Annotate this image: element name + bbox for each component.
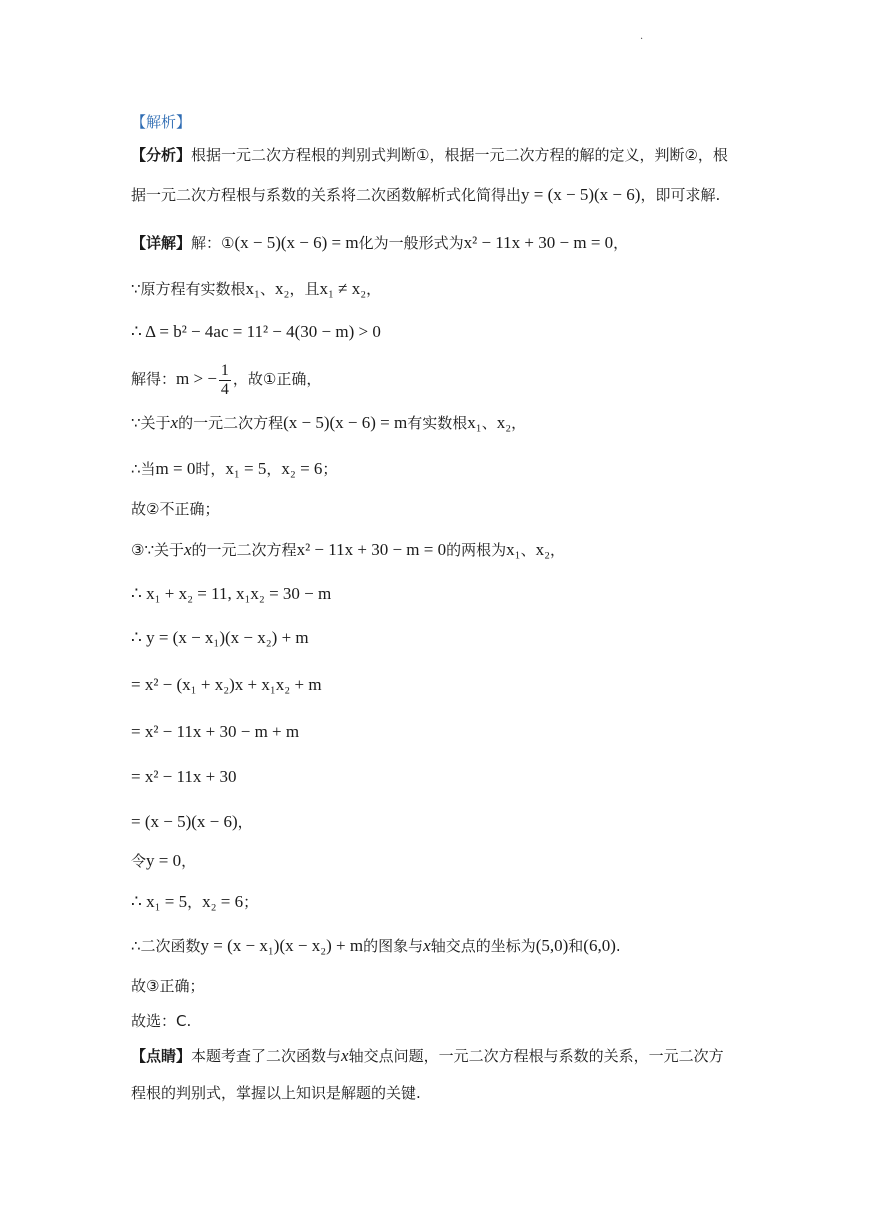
function-expression-2: y = (x − x₁)(x − x₂) + m	[200, 936, 364, 955]
detail-line-19: 故选：C.	[131, 1012, 192, 1030]
detail-l6-mid: 时，	[195, 460, 226, 478]
detail-line-12	[131, 722, 299, 742]
detail-l8-end: ，	[550, 541, 566, 559]
detail-l16-end: ；	[243, 893, 259, 911]
detail-line-18: 故③正确；	[131, 977, 205, 995]
expansion-step-1: = x² − (x₁ + x₂)x + x₁x₂ + m	[131, 675, 322, 694]
detail-l17-and: 和	[568, 937, 584, 955]
detail-line-4	[131, 362, 321, 398]
detail-l8-prefix: ③∵关于	[131, 541, 184, 559]
detail-l14-end: ，	[237, 813, 253, 831]
y-equals-zero: y = 0	[146, 851, 182, 870]
detail-l5-end: ，	[511, 414, 527, 432]
fraction-numerator: 1	[220, 362, 229, 379]
separator: 、	[259, 280, 275, 298]
separator-3: ，	[266, 460, 282, 478]
separator-2: 、	[481, 414, 497, 432]
variable-x-4-italic: x	[341, 1046, 349, 1065]
root-x1: x₁	[245, 279, 260, 298]
point-5-0: (5,0)	[535, 936, 569, 955]
variable-x	[171, 413, 179, 432]
function-expression: ∴ y = (x − x₁)(x − x₂) + m	[131, 628, 309, 647]
detail-line-16	[131, 892, 258, 912]
detail-l15-prefix: 令	[131, 852, 147, 870]
detail-l17-prefix: ∴二次函数	[131, 937, 201, 955]
fraction-denominator: 4	[220, 380, 229, 398]
root-x2-3: x₂	[535, 540, 551, 559]
x1-equals-5: x₁ = 5	[225, 459, 267, 478]
variable-x-2	[184, 540, 192, 559]
detail-l1-prefix: 解：①	[191, 234, 235, 252]
point-6-0: (6,0)	[583, 936, 616, 955]
equation-general-2: x² − 11x + 30 − m = 0	[296, 540, 447, 559]
inequality-m: m > −	[176, 369, 217, 389]
x2-equals-6: x₂ = 6	[281, 459, 323, 478]
detail-l1-end: ，	[613, 234, 629, 252]
detail-line-13	[131, 767, 236, 787]
detail-line-14	[131, 812, 253, 832]
variable-x-3	[423, 936, 431, 955]
analysis-line-2	[131, 185, 720, 205]
detail-line-10	[131, 628, 309, 648]
variable-x-3-italic: x	[423, 936, 431, 955]
comment-text-1a: 本题考查了二次函数与	[191, 1047, 342, 1065]
variable-x-2-italic: x	[184, 540, 192, 559]
detail-line-11	[131, 675, 322, 695]
detail-l5-mid2: 有实数根	[407, 414, 468, 432]
detail-l6-end: ；	[322, 460, 338, 478]
detail-l6-prefix: ∴当	[131, 460, 156, 478]
detail-l4-prefix: 解得：	[131, 370, 177, 389]
equation-general: x² − 11x + 30 − m = 0	[463, 233, 614, 252]
comment-line-2: 程根的判别式，掌握以上知识是解题的关键.	[131, 1084, 421, 1102]
variable-x-4	[341, 1046, 349, 1065]
equation-original: (x − 5)(x − 6) = m	[234, 233, 359, 252]
comment-line-1	[131, 1046, 724, 1066]
detail-line-17	[131, 936, 621, 956]
detail-line-3	[131, 322, 381, 342]
detail-line-5	[131, 413, 526, 433]
detail-l17-end: .	[615, 937, 621, 955]
root-x2: x₂	[275, 279, 290, 298]
detail-line-9	[131, 584, 331, 604]
root-x2-2: x₂	[496, 413, 512, 432]
detail-line-2	[131, 279, 381, 299]
x1-equals-5-b: ∴ x₁ = 5	[131, 892, 188, 911]
analysis-tag: 【分析】	[131, 146, 192, 164]
detail-l2-prefix: ∵原方程有实数根	[131, 280, 246, 298]
expansion-step-2: = x² − 11x + 30 − m + m	[131, 722, 300, 741]
detail-l17-mid2: 轴交点的坐标为	[430, 937, 536, 955]
variable-x-italic: x	[170, 413, 179, 432]
analysis-text-2a: 据一元二次方程根与系数的关系将二次函数解析式化简得出	[131, 186, 522, 204]
x2-equals-6-b: x₂ = 6	[202, 892, 244, 911]
root-x1-2: x₁	[467, 413, 482, 432]
vieta-relations: ∴ x₁ + x₂ = 11, x₁x₂ = 30 − m	[131, 584, 332, 603]
comment-tag: 【点睛】	[131, 1047, 192, 1065]
detail-l2-mid: ，且	[289, 280, 320, 298]
detail-l4-end: ，故①正确，	[232, 370, 322, 389]
root-x1-3: x₁	[506, 540, 521, 559]
detail-line-1	[131, 233, 628, 253]
comment-text-1b: 轴交点问题，一元二次方程根与系数的关系，一元二次方	[348, 1047, 724, 1065]
roots-unequal: x₁ ≠ x₂	[319, 279, 367, 298]
expansion-step-3: = x² − 11x + 30	[131, 767, 237, 786]
detail-l8-mid2: 的两根为	[446, 541, 507, 559]
analysis-text-1: 根据一元二次方程根的判别式判断①，根据一元二次方程的解的定义，判断②，根	[191, 146, 728, 164]
detail-l1-mid: 化为一般形式为	[358, 234, 464, 252]
detail-tag: 【详解】	[131, 234, 192, 252]
section-header: 【解析】	[131, 113, 192, 131]
separator-4: 、	[520, 541, 536, 559]
page-dot: ·	[640, 34, 644, 45]
detail-line-6	[131, 459, 337, 479]
detail-l5-mid: 的一元二次方程	[178, 414, 284, 432]
analysis-formula: y = (x − 5)(x − 6)	[521, 185, 641, 204]
m-equals-zero: m = 0	[155, 459, 196, 478]
detail-line-15	[131, 851, 196, 871]
detail-line-7: 故②不正确；	[131, 500, 220, 518]
analysis-line-1	[131, 146, 728, 164]
detail-l17-mid: 的图象与	[363, 937, 424, 955]
detail-l8-mid: 的一元二次方程	[191, 541, 297, 559]
fraction-one-quarter	[219, 362, 231, 398]
discriminant-formula: ∴ Δ = b² − 4ac = 11² − 4(30 − m) > 0	[131, 322, 381, 341]
factored-form: = (x − 5)(x − 6)	[131, 812, 238, 831]
separator-5: ，	[187, 893, 203, 911]
detail-l15-end: ，	[181, 852, 197, 870]
detail-line-8	[131, 540, 565, 560]
analysis-text-2b: ，即可求解.	[640, 186, 721, 204]
equation-original-2: (x − 5)(x − 6) = m	[283, 413, 408, 432]
detail-l2-end: ，	[366, 280, 382, 298]
detail-l5-prefix: ∵关于	[131, 414, 171, 432]
